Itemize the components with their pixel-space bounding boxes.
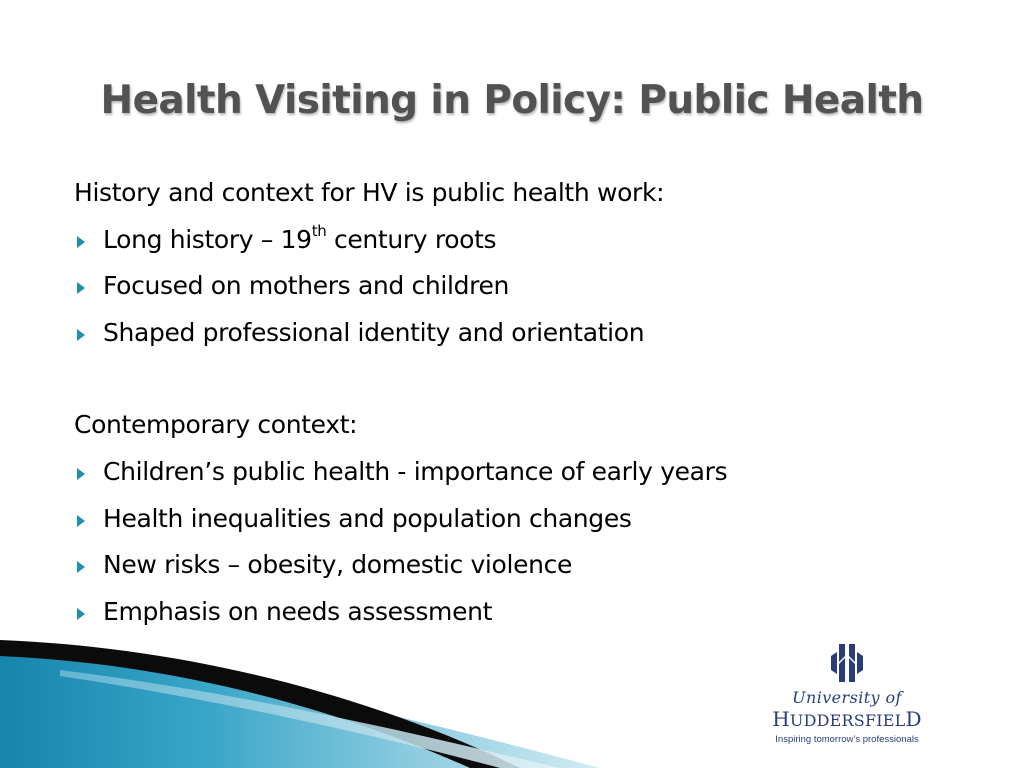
list-item-text: Health inequalities and population changes — [103, 503, 632, 533]
logo-letter: D — [905, 707, 922, 731]
list-item — [74, 546, 974, 593]
triangle-bullet-icon — [77, 236, 85, 248]
list-item-text: Children’s public health - importance of early years — [103, 456, 728, 486]
triangle-bullet-icon — [77, 282, 85, 294]
list-item-text: Emphasis on needs assessment — [103, 596, 493, 626]
section-spacer — [74, 360, 974, 406]
logo-text-huddersfield — [762, 707, 932, 731]
logo-letters: UDDERSFIEL — [789, 711, 906, 730]
list-item-text: Shaped professional identity and orientation — [103, 317, 645, 347]
ordinal-superscript: th — [311, 222, 327, 241]
triangle-bullet-icon — [77, 515, 85, 527]
list-item-text: century roots — [326, 224, 497, 254]
list-item — [74, 500, 974, 547]
triangle-bullet-icon — [77, 468, 85, 480]
swoosh-teal-band — [0, 648, 600, 768]
logo-tagline: Inspiring tomorrow’s professionals — [775, 734, 919, 745]
section-heading-contemporary: Contemporary context: — [74, 410, 358, 440]
slide-body — [74, 174, 974, 639]
list-item-text: Long history – 19 — [103, 224, 312, 254]
university-crest-icon — [829, 642, 865, 684]
list-item-text: Focused on mothers and children — [103, 271, 510, 301]
list-item — [74, 221, 974, 268]
list-item — [74, 453, 974, 500]
list-item — [74, 267, 974, 314]
list-item-text: New risks – obesity, domestic violence — [103, 550, 573, 580]
section-heading-history: History and context for HV is public health work: — [74, 178, 665, 207]
logo-letter: H — [772, 707, 790, 731]
list-item — [74, 314, 974, 361]
triangle-bullet-icon — [77, 561, 85, 573]
triangle-bullet-icon — [77, 329, 85, 341]
university-logo — [762, 638, 932, 753]
logo-text-university-of: University of — [792, 688, 902, 707]
slide-title: Health Visiting in Policy: Public Health — [100, 78, 924, 123]
